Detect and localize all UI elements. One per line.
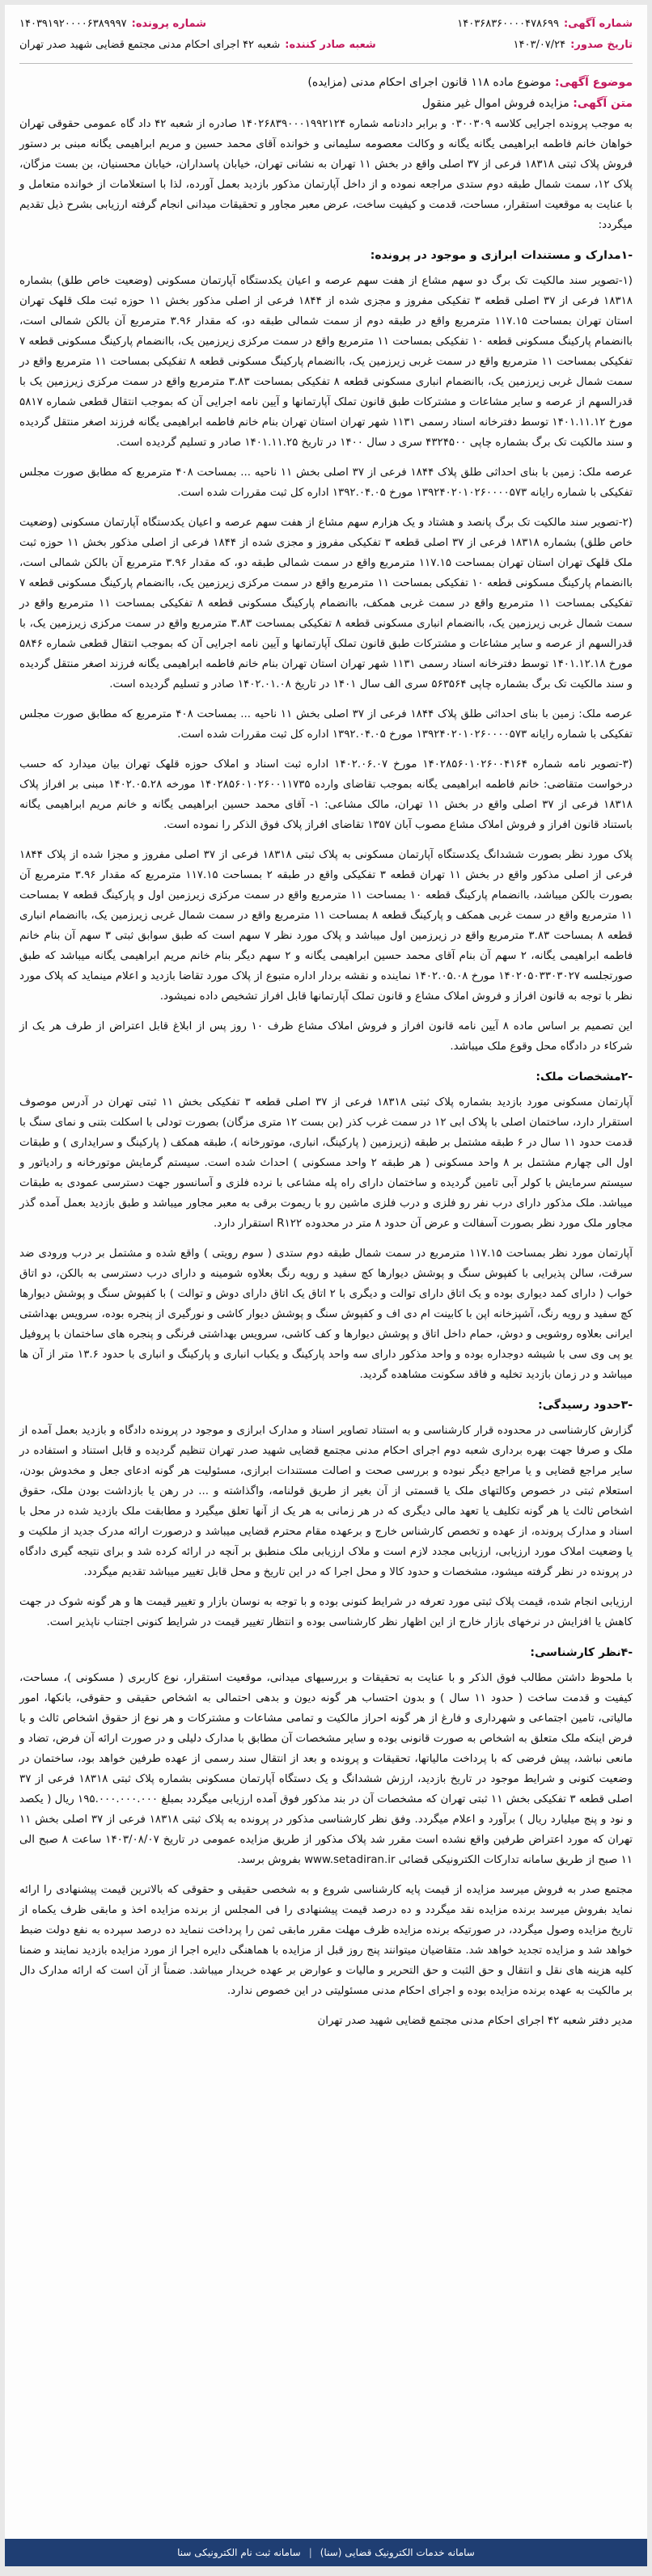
doc-2-land-paragraph: عرصه ملک: زمین با بنای احداثی طلق پلاک ۱۸۴۴ فرعی از ۳۷ اصلی بخش ۱۱ ناحیه ... بمساحت ۴۰۸ مترمربع که مطابق صورت مجلس تفکیکی با شماره رایانه ۱۳۹۲۴۰۲۰۱۰۲۶۰۰۰۰۵۷۳ مورخ ۱۳۹۲.۰۴.۰۵ اداره کل ثبت مقررات شده است. — [15, 708, 633, 741]
title-line — [19, 93, 633, 114]
agahi-number — [457, 16, 633, 32]
issuer-label: شعبه صادر کننده: — [285, 39, 376, 51]
doc-1-land-paragraph: عرصه ملک: زمین با بنای احداثی طلق پلاک ۱۸۴۴ فرعی از ۳۷ اصلی بخش ۱۱ ناحیه ... بمساحت ۴۰۸ مترمربع که مطابق صورت مجلس تفکیکی با شماره رایانه ۱۳۹۲۴۰۲۰۱۰۲۶۰۰۰۰۵۷۳ مورخ ۱۳۹۲.۰۴.۰۵ اداره کل ثبت مقررات شده است. — [15, 467, 633, 499]
subject-value: موضوع ماده ۱۱۸ قانون اجرای احکام مدنی (مزایده) — [307, 76, 552, 89]
scope-heading: -۳حدود رسیدگی: — [538, 1399, 633, 1412]
header-divider — [19, 63, 633, 64]
opinion-paragraph-1: با ملحوظ داشتن مطالب فوق الذکر و با عنایت به تحقیقات و بررسیهای میدانی، موقعیت استقرار، نوع کاربری ( مسکونی )، مساحت، کیفیت و قدمت ساخت ( حدود ۱۱ سال ) و بدون احتساب هر گونه دیون و بدهی احتمالی به اشخاص حقیقی و حقوقی، بانکها، امور مالیاتی، تامین اجتماعی و شهرداری و فارغ از هر گونه احراز مالکیت و تمامی مشاعات و مشترکات و هر نوع از حقوق اشخاص ثالث و با فرض اینکه ملک متعلق به اشخاص به صورت قانونی بوده و سایر مشخصات آن مطابق با مدارک دلیلی و در صورت ارائه آن فرض، تضاد و مانعی نباشد، پیش فرضی که با پرداخت مالیاتها، تحقیقات و پرونده و بعد از انتقال سند رسمی از عهده طرفین خواهد بود، ساختمان در وضعیت کنونی و شرایط موجود در تاریخ بازدید، ارزش ششدانگ و یک دستگاه آپارتمان مسکونی بشماره پلاک ثبتی ۱۸۳۱۸ فرعی از ۳۷ اصلی قطعه ۳ تفکیکی بخش ۱۱ ثبتی تهران که مشخصات آن در بند مذکور فوق آمده ارزیابی میگردد بمبلغ ۱۹۵.۰۰۰.۰۰۰.۰۰۰ ریال ( یکصد و نود و پنج میلیارد ریال ) برآورد و اعلام میگردد. وفق نظر کارشناسی مذکور در پرونده به پلاک ثبتی ۱۸۳۱۸ فرعی از ۳۷ اصلی بخش ۱۱ تهران که مورد اعتراض طرفین واقع نشده است مقرر شد پلاک مذکور از طریق مزایده عمومی در تاریخ ۱۴۰۳/۰۸/۰۷ ساعت ۸ صبح الی ۱۱ صبح از طریق سامانه تدارکات الکترونیکی قضائی www.setadiran.ir بفروش برسد. — [15, 1672, 633, 1866]
issue-date-label: تاریخ صدور: — [570, 39, 633, 51]
footer-bar — [5, 2539, 647, 2566]
case-number — [19, 16, 206, 32]
notice-sheet — [5, 5, 647, 2566]
subject-line — [19, 72, 633, 93]
doc-3-paragraph: (۳-تصویر نامه شماره ۱۴۰۲۸۵۶۰۱۰۲۶۰۰۴۱۶۴ مورخ ۱۴۰۲.۰۶.۰۷ اداره ثبت اسناد و املاک حوزه قلهک تهران بیان میدارد که حسب درخواست متقاضی: خانم فاطمه ابراهیمی یگانه بموجب تقاضای وارده ۱۴۰۲۸۵۶۰۱۰۲۶۰۰۱۱۷۳۵ مورخه ۱۴۰۲.۰۵.۲۸ مبنی بر افراز پلاک ۱۸۳۱۸ فرعی از ۳۷ اصلی واقع در بخش ۱۱ تهران، مالک مشاعی: ۱- آقای محمد حسین ابراهیمی یگانه و خانم مریم ابراهیمی یگانه باستناد قانون افراز و فروش املاک مشاع مصوب آبان ۱۳۵۷ تقاضای افراز پلاک فوق الذکر را نموده است. — [15, 758, 633, 831]
agahi-number-label: شماره آگهی: — [563, 18, 633, 30]
case-number-value: ۱۴۰۳۹۱۹۲۰۰۰۰۶۳۸۹۹۹۷ — [19, 18, 127, 30]
opinion-paragraph-2: مجتمع صدر به فروش میرسد مزایده از قیمت پایه کارشناسی شروع و به شخصی حقیقی و حقوقی که بالاترین قیمت پیشنهادی را ارائه نماید بفروش میرسد برنده مزایده نقد میگردد و ده درصد قیمت پیشنهادی را فی المجلس از برنده مزایده اخذ و مابقی ظرف یکماه از تاریخ مزایده وصول میگردد، در صورتیکه برنده مزایده ظرف مهلت مقرر مابقی ثمن را پرداخت ننماید ده درصد سپرده به نفع دولت ضبط خواهد شد و مزایده تجدید خواهد شد. متقاضیان میتوانند پنج روز قبل از مزایده با هماهنگی دایره اجرا از مورد مزایده بازدید نمایند و ضمنا کلیه هزینه های نقل و انتقال و حق الثبت و حق التحریر و مالیات و عوارض بر عهده خریدار میباشد. ضمناً از آن است که ارائه مدارک دال بر مالکیت به عهده برنده مزایده بوده و اجرای احکام مدنی مسئولیتی در این خصوص ندارد. — [15, 1884, 633, 1997]
issue-date-value: ۱۴۰۳/۰۷/۲۴ — [513, 39, 566, 51]
signature-line: مدیر دفتر شعبه ۴۲ اجرای احکام مدنی مجتمع قضایی شهید صدر تهران — [317, 2015, 633, 2027]
scope-paragraph-2: ارزیابی انجام شده، قیمت پلاک ثبتی مورد تعرفه در شرایط کنونی بوده و با توجه به نوسان بازار و تغییر قیمت ها و هر گونه شوک در جهت کاهش یا افزایش در نرخهای بازار خارج از این اظهار نظر کارشناسی بوده و انتظار تغییر قیمت در شرایط کنونی اجتناب ناپذیر است. — [15, 1596, 633, 1628]
scope-paragraph-1: گزارش کارشناسی در محدوده قرار کارشناسی و به استناد تصاویر اسناد و مدارک ابرازی و موجود در پرونده دادگاه و بازدید بعمل آمده از ملک و صرفا جهت بهره برداری شعبه دوم اجرای احکام مدنی مجتمع قضایی شهید صدر تهران تنظیم گردیده و قابل استناد و استفاده در سایر مراجع قضایی و یا مراجع دیگر نبوده و بررسی صحت و اصالت مستندات ابرازی، مسئولیت هر گونه ادعای جعل و مخدوش بودن، استعلام ثبتی در خصوص وکالتهای ملک یا قسمتی از آن بغیر از طریق قولنامه، واگذاشته و ... در رهن یا بازداشت بودن ملک، حقوق اشخاص ثالث یا هر گونه تکلیف یا تعهد مالی دیگری که در هر زمانی به هر یک از آنها تعلق میگیرد و مطابقت ملک بازدید شده در محل با اسناد و مدارک پرونده، از عهده و تخصص کارشناس خارج و برعهده مقام محترم قضایی میباشد و درصورت ارائه مدرک جدید از ملکیت و یا وضعیت املاک مورد ارزیابی، ارزیابی مجدد لازم است و ملاک ارزیابی ملک منطبق بر آنچه در ارائه کرده شد و برای نتیجه گیری دادگاه در پرونده در نظر گرفته میشود، مشخصات و حدود کالا و محل اجرا که در این تاریخ و محل قابل تغییر میباشد تقدیم میگردد. — [15, 1425, 633, 1578]
footer-link-sana[interactable]: سامانه خدمات الکترونیک قضایی (سنا) — [320, 2547, 475, 2558]
notice-title: مزایده فروش اموال غیر منقول — [421, 97, 569, 110]
notice-text-label: متن آگهی: — [573, 97, 633, 110]
case-number-label: شماره پرونده: — [131, 18, 207, 30]
doc-3-objection-paragraph: این تصمیم بر اساس ماده ۸ آیین نامه قانون افراز و فروش املاک مشاع ظرف ۱۰ روز پس از ابلاغ قابل اعتراض از طرف هر یک از شرکاء در دادگاه محل وقوع ملک میباشد. — [15, 1020, 633, 1053]
footer-link-register[interactable]: سامانه ثبت نام الکترونیکی سنا — [177, 2547, 301, 2558]
header-row-2 — [19, 37, 633, 58]
doc-2-paragraph: (۲-تصویر سند مالکیت تک برگ پانصد و هشتاد و یک هزارم سهم مشاع از هفت سهم عرصه و اعیان یکدستگاه آپارتمان مسکونی (وضعیت خاص طلق) بشماره ۱۸۳۱۸ فرعی از ۳۷ اصلی قطعه ۳ تفکیکی مفروز و مجزی شده از ۱۸۴۴ فرعی از اصلی مذکور بخش ۱۱ حوزه ثبت ملک قلهک تهران استان تهران بمساحت ۱۱۷.۱۵ مترمربع واقع در سمت شمالی طبقه دو، که مقدار ۳.۹۶ مترمربع آن بالکن شمالی است، باانضمام پارکینگ مسکونی قطعه ۱۰ تفکیکی بمساحت ۱۱ مترمربع واقع در سمت مرکزی زیرزمین یک، باانضمام پارکینگ مسکونی قطعه ۷ تفکیکی بمساحت ۱۱ مترمربع واقع در سمت غربی همکف، باانضمام پارکینگ مسکونی قطعه ۸ تفکیکی بمساحت ۱۱ مترمربع واقع در سمت شمال غربی زیرزمین یک، باانضمام انباری مسکونی قطعه ۸ تفکیکی بمساحت ۳.۸۳ مترمربع واقع در سمت مرکزی زیرزمین یک، با قدرالسهم از عرصه و سایر مشاعات و مشترکات طبق قانون تملک آپارتمانها و آیین نامه اجرایی آن که بموجب انتقال قطعی شماره ۵۸۴۶ مورخ ۱۴۰۱.۱۲.۱۸ توسط دفترخانه اسناد رسمی ۱۱۳۱ شهر تهران استان تهران بنام خانم فاطمه ابراهیمی یگانه فرزند اصغر منتقل گردیده و سند مالکیت تک برگ بشماره چاپی ۵۶۳۵۶۴ سری الف سال ۱۴۰۱ در تاریخ ۱۴۰۲.۰۱.۰۸ صادر و تسلیم گردیده است. — [15, 517, 633, 690]
intro-paragraph: به موجب پرونده اجرایی کلاسه ۰۳۰۰۳۰۹ و برابر دادنامه شماره ۱۴۰۲۶۸۳۹۰۰۰۱۹۹۲۱۲۴ صادره از شعبه ۴۲ داد گاه عمومی حقوقی تهران خواهان خانم فاطمه ابراهیمی یگانه یگانه و وکالت معصومه سلیمانی و خوانده آقای محمد حسین و مریم ابراهیمی یگانه مبنی بر دستور فروش پلاک ثبتی ۱۸۳۱۸ فرعی از ۳۷ اصلی واقع در بخش ۱۱ تهران به نشانی تهران، خیابان پاسداران، خیابان محسنیان، بن بست مزگان، پلاک ۱۲، سمت شمال طبقه دوم ستدی مراجعه نموده و از داخل آپارتمان مذکور بازدید بعمل آورده، لذا با استعلامات از خوانده متعامل و با عنایت به موقعیت استقرار، مساحت، قدمت و کیفیت ساخت، عرض معبر مجاور و تحقیقات میدانی انجام گرفته ارزیابی بشرح ذیل تقدیم میگردد: — [15, 118, 633, 231]
specs-heading: -۲مشخصات ملک: — [536, 1071, 633, 1083]
doc-3-detail-paragraph: پلاک مورد نظر بصورت ششدانگ یکدستگاه آپارتمان مسکونی به پلاک ثبتی ۱۸۳۱۸ فرعی از ۳۷ اصلی مفروز و مجزا شده از پلاک ۱۸۴۴ فرعی از اصلی مذکور واقع در بخش ۱۱ تهران قطعه ۳ تفکیکی واقع در طبقه ۲ بمساحت ۱۱۷.۱۵ مترمربع که مقدار ۳.۹۶ مترمربع آن بصورت بالکن میباشد، باانضمام پارکینگ قطعه ۱۰ بمساحت ۱۱ مترمربع واقع در سمت مرکزی زیرزمین اول و پارکینگ قطعه ۷ بمساحت ۱۱ مترمربع واقع در سمت غربی همکف و پارکینگ قطعه ۸ بمساحت ۱۱ مترمربع واقع در سمت شمال غربی زیرزمین یک، باانضمام انباری قطعه ۸ بمساحت ۳.۸۳ مترمربع واقع در زیرزمین اول میباشد و پلاک مورد نظر ۷ سهم است که طبق سوابق ثبتی ۳ سهم آن بنام خانم فاطمه ابراهیمی یگانه، ۲ سهم آن بنام آقای محمد حسین ابراهیمی یگانه و ۲ سهم دیگر بنام خانم مریم ابراهیمی یگانه میباشد که طبق صورتجلسه ۱۴۰۲۰۵۰۳۳۰۳۰۲۷ مورخ ۱۴۰۲.۰۵.۰۸ نماینده و نقشه بردار اداره متبوع از پلاک مورد تقاضا بازدید و اعلام مینماید که پلاک مورد نظر با توجه به قانون افراز و فروش املاک مشاع و قانون تملک آپارتمانها قابل افراز تشخیص داده نمیشود. — [15, 849, 633, 1003]
doc-1-paragraph: (۱-تصویر سند مالکیت تک برگ دو سهم مشاع از هفت سهم عرصه و اعیان یکدستگاه آپارتمان مسکونی (وضعیت خاص طلق) بشماره ۱۸۳۱۸ فرعی از ۳۷ اصلی قطعه ۳ تفکیکی مفروز و مجزی شده از ۱۸۴۴ فرعی از اصلی مذکور بخش ۱۱ حوزه ثبت ملک قلهک تهران استان تهران بمساحت ۱۱۷.۱۵ مترمربع واقع در طبقه دوم از سمت شمالی طبقه دو، که مقدار ۳.۹۶ مترمربع آن بالکن شمالی است، باانضمام پارکینگ مسکونی قطعه ۱۰ تفکیکی بمساحت ۱۱ مترمربع واقع در سمت مرکزی زیرزمین یک، باانضمام پارکینگ مسکونی قطعه ۷ تفکیکی بمساحت ۱۱ مترمربع واقع در سمت غربی زیرزمین یک، باانضمام پارکینگ مسکونی قطعه ۸ تفکیکی بمساحت ۱۱ مترمربع واقع در سمت شمال غربی زیرزمین یک، باانضمام انباری مسکونی قطعه ۸ تفکیکی بمساحت ۳.۸۳ مترمربع واقع در سمت مرکزی زیرزمین یک با قدرالسهم از عرصه و سایر مشاعات و مشترکات طبق قانون تملک آپارتمانها و آیین نامه اجرایی آن که بموجب انتقال قطعی شماره ۵۸۱۷ مورخ ۱۴۰۱.۱۱.۱۲ توسط دفترخانه اسناد رسمی ۱۱۳۱ شهر تهران استان تهران بنام خانم فاطمه ابراهیمی یگانه فرزند اصغر منتقل گردیده و سند مالکیت تک برگ بشماره چاپی ۴۳۲۴۵۰۰ سری د سال ۱۴۰۰ در تاریخ ۱۴۰۱.۱۱.۲۵ صادر و تسلیم گردیده است. — [15, 275, 633, 449]
opinion-heading: -۴نظر کارشناسی: — [530, 1646, 633, 1659]
issuer — [19, 37, 376, 53]
issuer-value: شعبه ۴۲ اجرای احکام مدنی مجتمع قضایی شهید صدر تهران — [19, 39, 281, 51]
specs-building-paragraph: آپارتمان مسکونی مورد بازدید بشماره پلاک ثبتی ۱۸۳۱۸ فرعی از ۳۷ اصلی قطعه ۳ تفکیکی بخش ۱۱ ثبتی تهران در آدرس موصوف استقرار دارد، ساختمان اصلی با پلاک ابی ۱۲ در سمت غرب کذر (بن بست ۱۲ متری مزگان) بصورت تودلی با اسکلت بتنی و نمای سنگ با قدمت حدود ۱۱ سال در ۶ طبقه مشتمل بر طبقه (زیرزمین ( پارکینگ، انباری، موتورخانه )، طبقه همکف ( پارکینگ و سرایداری ) و طبقات اول الی چهارم مشتمل بر ۸ واحد مسکونی ( هر طبقه ۲ واحد مسکونی ) احداث شده است. سیستم گرمایش موتورخانه و رادیاتور و سیستم سرمایش با کولر آبی تامین گردیده و ساختمان دارای راه پله مشاعی با نرده فلزی و آسانسور جهت دسترسی عمودی به طبقات میباشد. ملک مذکور دارای درب نفر رو فلزی و درب فلزی ماشین رو با ریموت برقی به معبر مجاور میباشد و طبق بازدید بعمل آمده گذر مجاور ملک مورد نظر بصورت آسفالت و عرض آن حدود ۸ متر در محدوده R۱۲۲ استقرار دارد. — [15, 1096, 633, 1230]
issue-date — [514, 37, 633, 53]
specs-unit-paragraph: آپارتمان مورد نظر بمساحت ۱۱۷.۱۵ مترمربع در سمت شمال طبقه دوم ستدی ( سوم رویتی ) واقع شده و مشتمل بر درب ورودی ضد سرقت، سالن پذیرایی با کفپوش سنگ و پوشش دیوارها کچ سفید و رویه رنگ بعلاوه شومینه و دارای درب دسترسی به بالکن، دو اتاق خواب ( دارای کمد دیواری بوده و یک اتاق دارای توالت و دیگری با ۲ اتاق یک اتاق دارای دوش و توالت ) با کفپوش سنگ و پوشش دیوارها کچ سفید و رویه رنگ، آشپزخانه اپن با کابینت ام دی اف و کفپوش سنگ و پوشش دیوار کاشی و نورگیری از پنجره بوده، سرویس بهداشتی ایرانی بعلاوه روشویی و دوش، حمام داخل اتاق و پوشش دیوارها و کف کاشی، سرویس بهداشتی فرنگی و پنجره های ساختمان با پروفیل یو پی وی سی با شیشه دوجداره بوده و واحد مذکور دارای سه واحد پارکینگ و یکباب انباری و پارکینگ و انباری با حدود ۱۳.۶ متر از آن ها میباشد و در زمان بازدید تخلیه و فاقد سکونت مشاهده گردید. — [15, 1248, 633, 1381]
header-row-1 — [19, 16, 633, 37]
docs-heading: -۱مدارک و مستندات ابرازی و موجود در پرونده: — [370, 249, 633, 262]
footer-separator: | — [308, 2547, 312, 2558]
agahi-number-value: ۱۴۰۳۶۸۳۶۰۰۰۰۴۷۸۶۹۹ — [457, 18, 559, 30]
subject-label: موضوع آگهی: — [554, 76, 633, 89]
